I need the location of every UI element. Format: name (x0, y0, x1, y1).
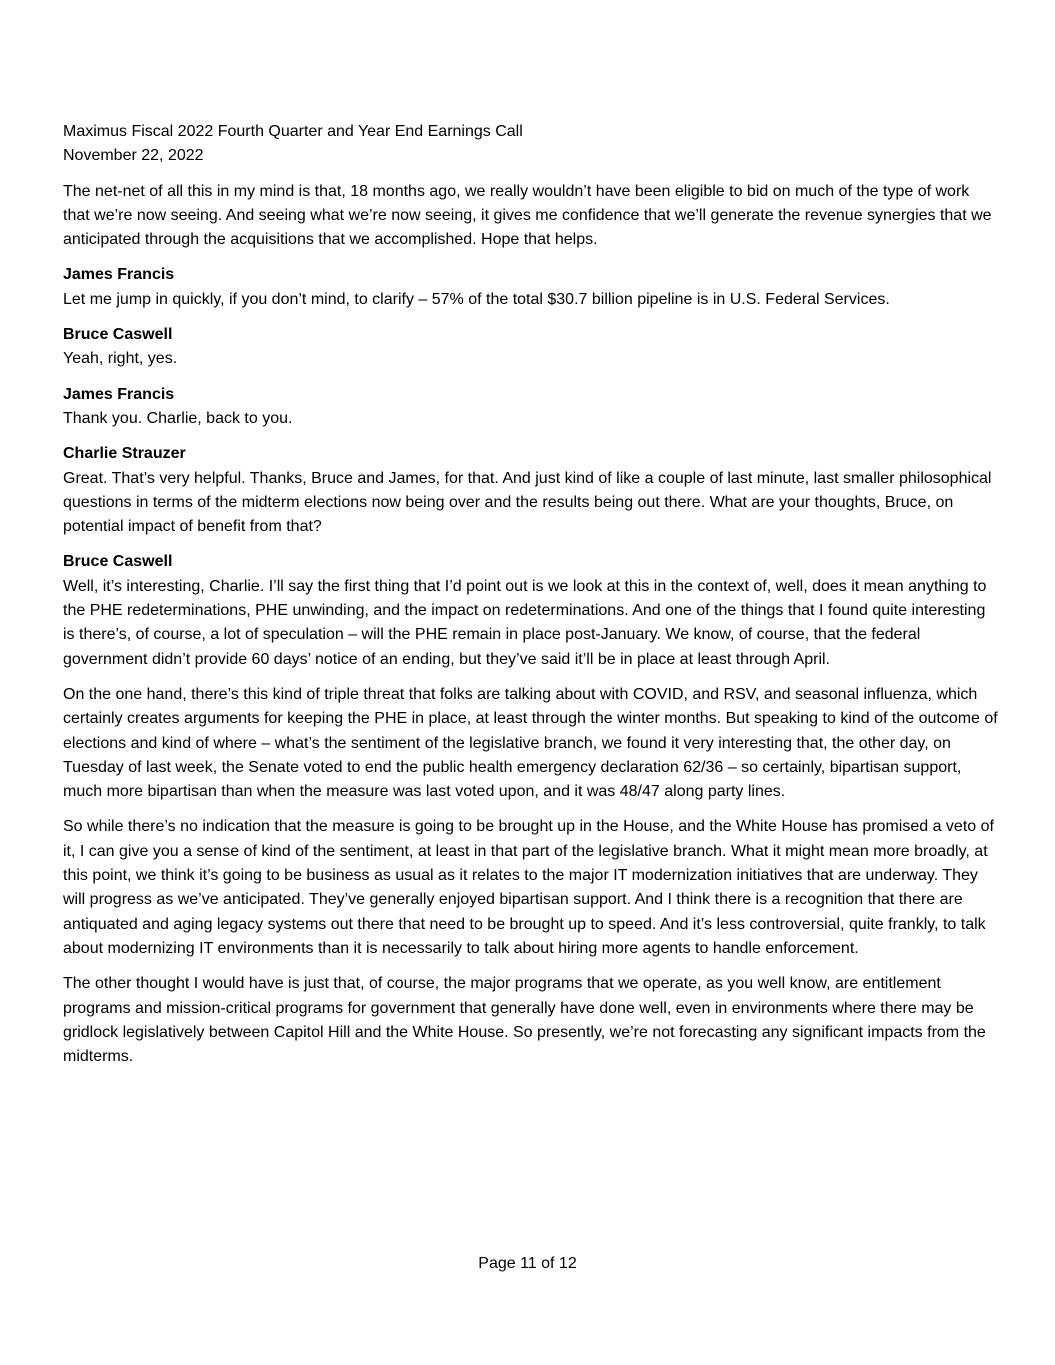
speaker-name: Charlie Strauzer (63, 445, 186, 463)
transcript-block (63, 550, 998, 1069)
speaker-name: James Francis (63, 385, 175, 403)
transcript-paragraph: On the one hand, there’s this kind of triple threat that folks are talking about with COVID, and RSV, and seasonal influenza, which certainly creates arguments for keeping the PHE in place, at least through the winter months. But speaking to kind of the outcome of elections and kind of where – what’s the sentiment of the legislative branch, we found it very interesting that, the other day, on Tuesday of last week, the Senate voted to end the public health emergency declaration 62/36 – so certainly, bipartisan support, much more bipartisan than when the measure was last voted upon, and it was 48/47 along party lines. (63, 685, 998, 801)
transcript-block (63, 383, 998, 432)
speaker-name: Bruce Caswell (63, 553, 173, 571)
document-header (63, 120, 998, 169)
transcript-paragraph: The net-net of all this in my mind is that, 18 months ago, we really wouldn’t have been eligible to bid on much of the type of work that we’re now seeing. And seeing what we’re now seeing, it gives me confidence that we’ll generate the revenue synergies that we anticipated through the acquisitions that we accomplished. Hope that helps. (63, 182, 992, 249)
transcript-block (63, 442, 998, 539)
transcript-paragraph: Yeah, right, yes. (63, 350, 178, 368)
transcript-paragraph: Thank you. Charlie, back to you. (63, 409, 293, 427)
speaker-name: Bruce Caswell (63, 326, 173, 344)
page-number-footer: Page 11 of 12 (478, 1255, 577, 1272)
transcript-paragraph: So while there’s no indication that the measure is going to be brought up in the House, and the White House has promised a veto of it, I can give you a sense of kind of the sentiment, at least in that part of the legislative branch. What it might mean more broadly, at this point, we think it’s going to be business as usual as it relates to the major IT modernization initiatives that are underway. They will progress as we’ve anticipated. They’ve generally enjoyed bipartisan support. And I think there is a recognition that there are antiquated and aging legacy systems out there that need to be brought up to speed. And it’s less controversial, quite frankly, to talk about modernizing IT environments than it is necessarily to talk about hiring more agents to handle enforcement. (63, 818, 994, 957)
transcript-block (63, 180, 998, 253)
document-date: November 22, 2022 (63, 147, 204, 165)
transcript-paragraph: Great. That’s very helpful. Thanks, Bruce and James, for that. And just kind of like a couple of last minute, last smaller philosophical questions in terms of the midterm elections now being over and the results being out there. What are your thoughts, Bruce, on potential impact of benefit from that? (63, 469, 992, 536)
transcript-paragraph: The other thought I would have is just that, of course, the major programs that we operate, as you well know, are entitlement programs and mission-critical programs for government that generally have done well, even in environments where there may be gridlock legislatively between Capitol Hill and the White House. So presently, we’re not forecasting any significant impacts from the midterms. (63, 975, 986, 1066)
document-page (63, 120, 998, 1080)
transcript-block (63, 263, 998, 312)
transcript-block (63, 323, 998, 372)
transcript-paragraph: Well, it’s interesting, Charlie. I’ll say the first thing that I’d point out is we look at this in the context of, well, does it mean anything to the PHE redeterminations, PHE unwinding, and the impact on redeterminations. And one of the things that I found quite interesting is there’s, of course, a lot of speculation – will the PHE remain in place post-January. We know, of course, that the federal government didn’t provide 60 days’ notice of an ending, but they’ve said it’ll be in place at least through April. (63, 577, 987, 668)
transcript-paragraph: Let me jump in quickly, if you don’t mind, to clarify – 57% of the total $30.7 billion pipeline is in U.S. Federal Services. (63, 290, 890, 308)
document-title: Maximus Fiscal 2022 Fourth Quarter and Year End Earnings Call (63, 123, 523, 140)
speaker-name: James Francis (63, 266, 175, 284)
